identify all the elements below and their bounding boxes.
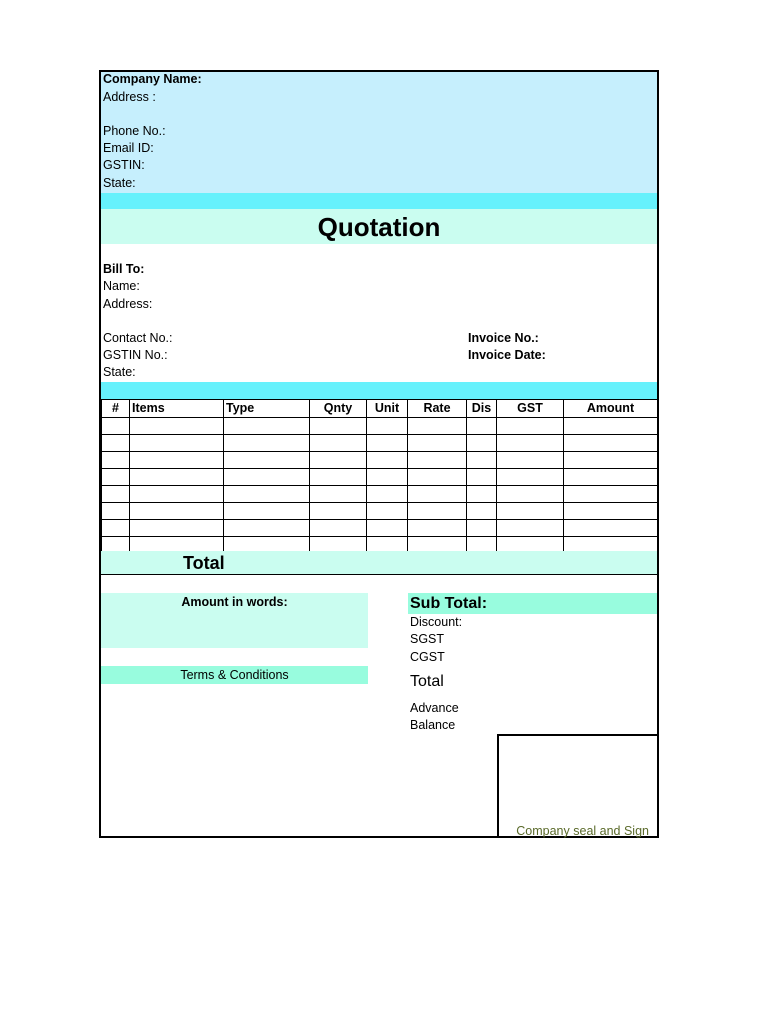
- table-cell[interactable]: [367, 418, 408, 435]
- bill-to-address-label: Address:: [103, 297, 153, 311]
- table-cell[interactable]: [102, 486, 130, 503]
- table-cell[interactable]: [497, 503, 564, 520]
- terms-conditions-label: Terms & Conditions: [101, 666, 368, 684]
- table-cell[interactable]: [564, 469, 658, 486]
- table-cell[interactable]: [497, 520, 564, 537]
- column-header: Dis: [467, 400, 497, 418]
- seal-box: [497, 734, 657, 836]
- table-cell[interactable]: [408, 486, 467, 503]
- table-cell[interactable]: [102, 469, 130, 486]
- table-row: [102, 452, 658, 469]
- table-cell[interactable]: [102, 452, 130, 469]
- cgst-label: CGST: [410, 650, 445, 664]
- company-gstin-label: GSTIN:: [103, 158, 145, 172]
- table-cell[interactable]: [497, 469, 564, 486]
- table-cell[interactable]: [310, 435, 367, 452]
- table-cell[interactable]: [310, 520, 367, 537]
- table-cell[interactable]: [408, 418, 467, 435]
- subtotal-label: Sub Total:: [410, 595, 488, 612]
- company-seal-label: Company seal and Sign: [516, 824, 649, 838]
- table-cell[interactable]: [467, 520, 497, 537]
- table-cell[interactable]: [467, 503, 497, 520]
- table-cell[interactable]: [467, 452, 497, 469]
- table-cell[interactable]: [310, 503, 367, 520]
- table-cell[interactable]: [467, 418, 497, 435]
- table-cell[interactable]: [224, 452, 310, 469]
- table-cell[interactable]: [497, 418, 564, 435]
- table-cell[interactable]: [224, 418, 310, 435]
- bill-to-contact-label: Contact No.:: [103, 331, 173, 345]
- table-total-label: Total: [183, 553, 225, 573]
- table-cell[interactable]: [102, 520, 130, 537]
- amount-in-words-label: Amount in words:: [181, 595, 288, 609]
- table-cell[interactable]: [564, 452, 658, 469]
- table-cell[interactable]: [367, 486, 408, 503]
- table-cell[interactable]: [367, 435, 408, 452]
- table-cell[interactable]: [130, 418, 224, 435]
- table-cell[interactable]: [367, 520, 408, 537]
- table-cell[interactable]: [367, 469, 408, 486]
- table-cell[interactable]: [408, 452, 467, 469]
- company-email-label: Email ID:: [103, 141, 154, 155]
- table-cell[interactable]: [102, 418, 130, 435]
- table-cell[interactable]: [564, 486, 658, 503]
- table-cell[interactable]: [310, 452, 367, 469]
- company-state-label: State:: [103, 176, 136, 190]
- discount-label: Discount:: [410, 615, 463, 629]
- grand-total-label: Total: [410, 673, 444, 690]
- table-cell[interactable]: [408, 469, 467, 486]
- table-cell[interactable]: [224, 503, 310, 520]
- table-cell[interactable]: [564, 435, 658, 452]
- divider-band: [101, 193, 657, 209]
- table-cell[interactable]: [224, 520, 310, 537]
- table-cell[interactable]: [408, 435, 467, 452]
- divider-band: [101, 382, 657, 399]
- quotation-form: [99, 70, 659, 838]
- items-table: [101, 399, 658, 554]
- table-cell[interactable]: [408, 520, 467, 537]
- table-cell[interactable]: [224, 486, 310, 503]
- invoice-date-label: Invoice Date:: [468, 348, 546, 362]
- column-header: Amount: [564, 400, 658, 418]
- table-cell[interactable]: [497, 435, 564, 452]
- table-header-row: [102, 400, 658, 418]
- column-header: Type: [224, 400, 310, 418]
- bill-to-gstin-label: GSTIN No.:: [103, 348, 168, 362]
- table-row: [102, 435, 658, 452]
- table-cell[interactable]: [467, 469, 497, 486]
- company-name-label: Company Name:: [103, 72, 202, 86]
- table-cell[interactable]: [310, 486, 367, 503]
- table-cell[interactable]: [130, 503, 224, 520]
- column-header: Unit: [367, 400, 408, 418]
- table-cell[interactable]: [467, 486, 497, 503]
- column-header: Qnty: [310, 400, 367, 418]
- table-cell[interactable]: [310, 418, 367, 435]
- bill-to-heading: Bill To:: [103, 262, 145, 276]
- table-cell[interactable]: [130, 452, 224, 469]
- company-phone-label: Phone No.:: [103, 124, 166, 138]
- table-cell[interactable]: [224, 469, 310, 486]
- table-cell[interactable]: [130, 435, 224, 452]
- table-cell[interactable]: [497, 486, 564, 503]
- table-cell[interactable]: [130, 469, 224, 486]
- table-row: [102, 486, 658, 503]
- sgst-label: SGST: [410, 632, 445, 646]
- table-cell[interactable]: [102, 435, 130, 452]
- table-cell[interactable]: [102, 503, 130, 520]
- advance-label: Advance: [410, 701, 459, 715]
- items-table-wrap: [101, 399, 657, 554]
- column-header: #: [102, 400, 130, 418]
- bill-to-state-label: State:: [103, 365, 136, 379]
- table-cell[interactable]: [130, 520, 224, 537]
- table-cell[interactable]: [408, 503, 467, 520]
- column-header: GST: [497, 400, 564, 418]
- table-row: [102, 520, 658, 537]
- page-title: Quotation: [317, 212, 441, 242]
- bill-to-name-label: Name:: [103, 279, 140, 293]
- table-cell[interactable]: [310, 469, 367, 486]
- table-cell[interactable]: [367, 503, 408, 520]
- table-row: [102, 503, 658, 520]
- table-cell[interactable]: [564, 418, 658, 435]
- table-cell[interactable]: [467, 435, 497, 452]
- table-cell[interactable]: [224, 435, 310, 452]
- column-header: Items: [130, 400, 224, 418]
- table-cell[interactable]: [130, 486, 224, 503]
- invoice-number-label: Invoice No.:: [468, 331, 539, 345]
- column-header: Rate: [408, 400, 467, 418]
- table-cell[interactable]: [564, 503, 658, 520]
- table-row: [102, 469, 658, 486]
- balance-label: Balance: [410, 718, 456, 732]
- company-address-label: Address :: [103, 90, 156, 104]
- table-cell[interactable]: [564, 520, 658, 537]
- table-cell[interactable]: [367, 452, 408, 469]
- table-row: [102, 418, 658, 435]
- company-section: [101, 72, 657, 193]
- table-cell[interactable]: [497, 452, 564, 469]
